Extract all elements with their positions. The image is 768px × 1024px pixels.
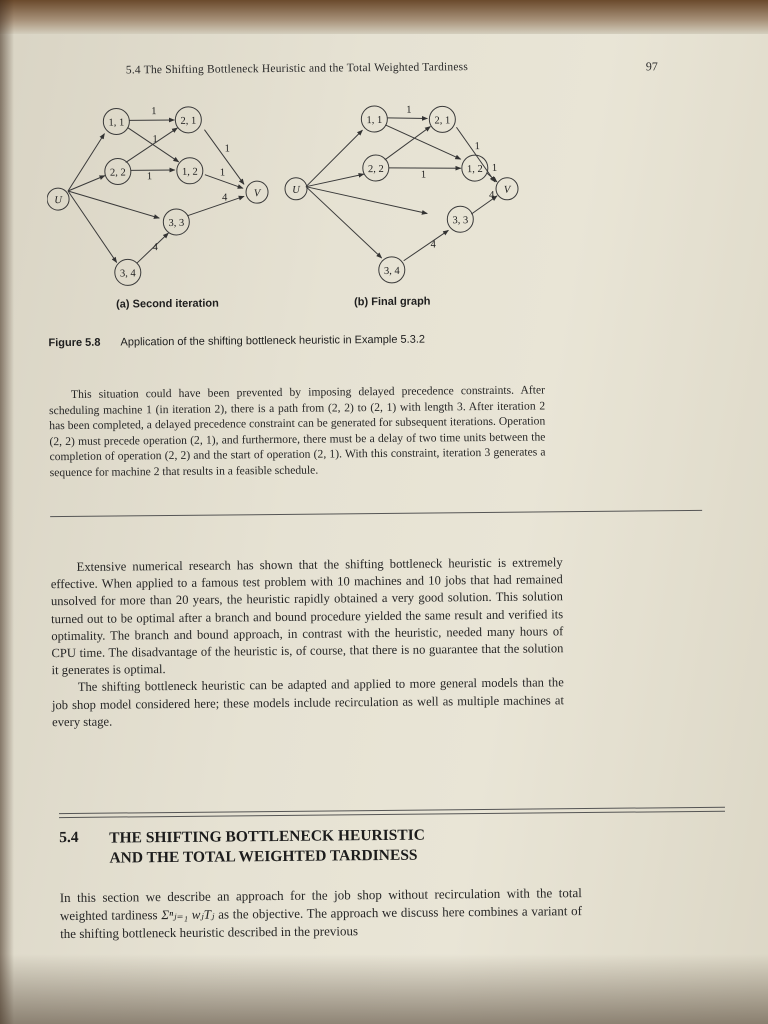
edge-b-11-21 xyxy=(387,118,427,119)
edge-a-34-33-label: 4 xyxy=(152,242,158,254)
figure-caption-text: Application of the shifting bottleneck heuristic in Example 5.3.2 xyxy=(120,333,426,349)
figure-label: Figure 5.8 xyxy=(48,336,101,350)
edge-b-22-21 xyxy=(384,126,430,159)
node-a-v-label: V xyxy=(253,188,261,200)
page-bottom-shadow xyxy=(0,954,768,1024)
node-a-22-label: 2, 2 xyxy=(109,167,126,179)
edge-a-u-33 xyxy=(68,190,159,219)
edge-a-u-34 xyxy=(68,191,117,263)
graph-a xyxy=(46,105,269,286)
page-number: 97 xyxy=(645,59,658,74)
edge-b-u-33 xyxy=(306,186,427,215)
figure-graphs xyxy=(46,95,688,291)
section-title xyxy=(109,825,529,869)
edge-b-22-12-label: 1 xyxy=(420,169,427,181)
edge-b-33-v-label: 4 xyxy=(489,189,495,201)
edge-a-33-v xyxy=(187,196,244,216)
example-paragraph: This situation could have been prevented by imposing delayed precedence constraints. After scheduling machine 1 (in iteration 2), there is a path from (2, 2) to (2, 1) with length 3. After iteration 2 has been completed, a delayed precedence constraint can be generated for subsequent iterations. Operation (2, 2) must precede operation (2, 1), and furthermore, there must be a delay of two time units between the completion of operation (2, 2) and the start of operation (2, 1). With this constraint, iteration 3 generates a sequence for machine 2 that results in a feasible schedule. xyxy=(49,383,546,479)
edge-a-11-12-label: 1 xyxy=(152,134,158,146)
node-b-u-label: U xyxy=(292,184,300,196)
edge-a-22-12-label: 1 xyxy=(146,171,153,183)
body-paragraph-2: The shifting bottleneck heuristic can be adapted and applied to more general models than the job shop model considered here; these models include recirculation as well as multiple machines at every stage. xyxy=(51,675,564,729)
edge-a-12-v-label: 1 xyxy=(219,167,226,179)
edge-a-33-v-label: 4 xyxy=(222,192,228,204)
edge-b-12-v-label: 1 xyxy=(491,162,498,174)
intro-part-1: In this section we describe an approach for the job shop without recirculation with the total weighted tardiness xyxy=(59,885,582,924)
intro-part-2: as the objective. The approach we discuss here combines a variant of the shifting bottleneck heuristic described in the previous xyxy=(60,903,583,942)
node-b-33-label: 3, 3 xyxy=(452,215,469,227)
node-a-21-label: 2, 1 xyxy=(180,115,197,127)
figure-caption xyxy=(48,331,648,349)
node-a-12-label: 1, 2 xyxy=(181,166,198,178)
edge-b-u-22 xyxy=(306,174,364,187)
edge-b-11-12 xyxy=(385,124,460,160)
edge-b-u-34 xyxy=(306,186,382,259)
edge-a-22-21 xyxy=(125,128,177,162)
node-b-21-label: 2, 1 xyxy=(434,115,451,127)
edge-a-11-21-label: 1 xyxy=(151,106,157,118)
example-end-rule xyxy=(50,510,702,517)
node-a-33-label: 3, 3 xyxy=(168,217,185,230)
example-text xyxy=(49,382,546,480)
node-b-12-label: 1, 2 xyxy=(466,163,483,176)
node-b-v-label: V xyxy=(503,184,511,196)
section-number: 5.4 xyxy=(59,828,79,847)
edge-b-21-v-label: 1 xyxy=(474,141,480,153)
section-intro xyxy=(60,884,582,943)
node-a-u-label: U xyxy=(54,195,62,207)
edge-b-u-11 xyxy=(305,130,363,187)
edge-a-21-v-label: 1 xyxy=(224,143,230,155)
node-a-34-label: 3, 4 xyxy=(119,268,136,280)
section-title-line-2: AND THE TOTAL WEIGHTED TARDINESS xyxy=(109,846,418,867)
node-b-34-label: 3, 4 xyxy=(383,265,400,277)
subcaption-a: (a) Second iteration xyxy=(116,297,219,311)
intro-formula: Σⁿⱼ₌₁ wⱼTⱼ xyxy=(161,906,215,923)
node-b-22-label: 2, 2 xyxy=(367,163,384,176)
edge-b-34-33 xyxy=(403,230,448,260)
subcaption-b: (b) Final graph xyxy=(354,295,431,309)
node-a-11-label: 1, 1 xyxy=(108,117,125,129)
body-paragraph-1: Extensive numerical research has shown that the shifting bottleneck heuristic is extremely effective. When applied to a famous test problem with 10 machines and 10 jobs that had remained unsolved for more than 20 years, the heuristic rapidly obtained a very good solution. This solution turned out to be optimal after a branch and bound procedure yielded the same result and verified its optimality. The branch and bound approach, in contrast with the heuristic, needed many hours of CPU time. The disadvantage of the heuristic is, of course, that there is no guarantee that the solution it generates is optimal. xyxy=(50,555,564,678)
body-text xyxy=(51,554,565,731)
edge-b-12-v xyxy=(487,173,497,182)
graph-b xyxy=(284,104,519,284)
edge-b-34-33-label: 4 xyxy=(430,239,436,251)
edge-a-u-11 xyxy=(67,134,105,191)
edge-b-11-21-label: 1 xyxy=(406,104,412,116)
node-b-11-label: 1, 1 xyxy=(366,114,383,127)
running-header: 5.4 The Shifting Bottleneck Heuristic and the Total Weighted Tardiness xyxy=(125,61,469,77)
section-title-line-1: THE SHIFTING BOTTLENECK HEURISTIC xyxy=(109,826,425,847)
